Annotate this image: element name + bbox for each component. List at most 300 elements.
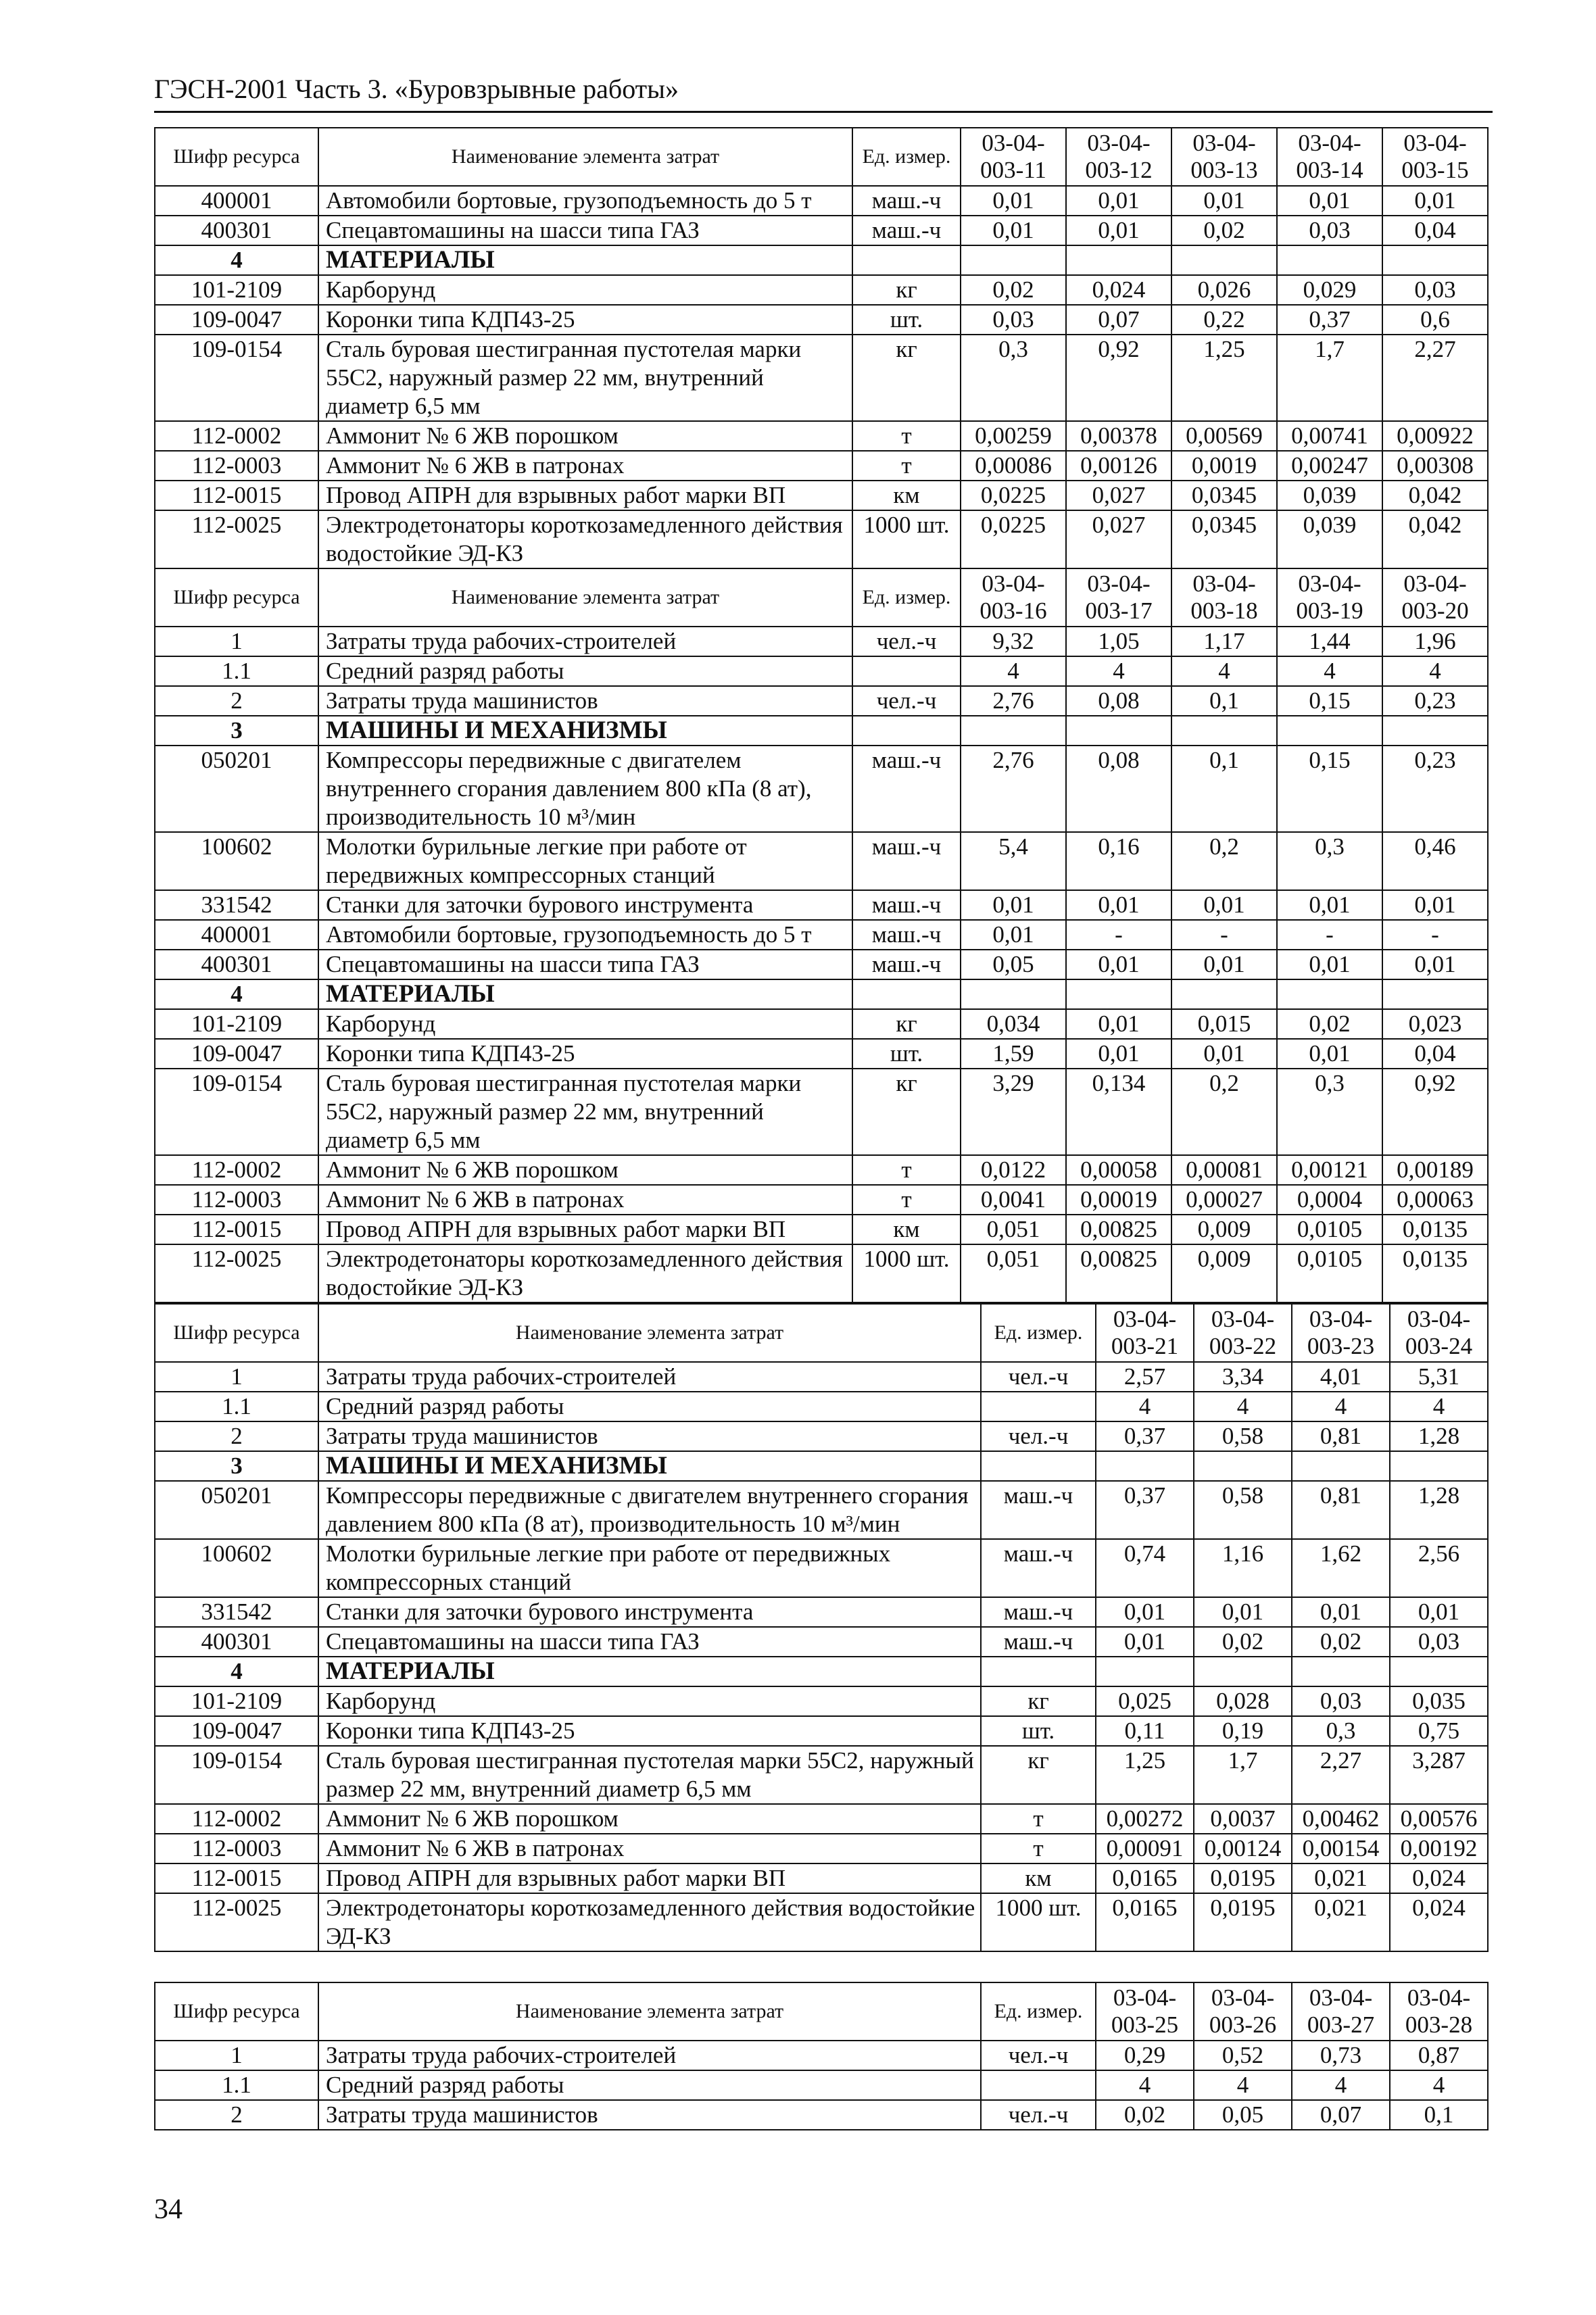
value-cell: 0,00121 — [1277, 1155, 1382, 1185]
value-cell: 4 — [1194, 1392, 1292, 1421]
value-cell — [1096, 1657, 1194, 1686]
table-row — [155, 627, 1488, 656]
value-cell: 0,042 — [1382, 481, 1488, 510]
value-cell: 9,32 — [961, 627, 1066, 656]
resource-code: 4 — [155, 245, 318, 275]
value-cell: 4 — [1194, 2070, 1292, 2100]
value-cell: 0,1 — [1171, 686, 1277, 716]
resource-code: 2 — [155, 1421, 318, 1451]
value-cell: 0,01 — [1066, 216, 1171, 245]
resource-code: 109-0154 — [155, 335, 318, 421]
table-row — [155, 1481, 1488, 1539]
resource-name: Затраты труда рабочих-строителей — [318, 2041, 981, 2070]
value-cell: 4 — [1390, 2070, 1488, 2100]
value-cell: 0,01 — [1066, 1009, 1171, 1039]
value-cell: 1,62 — [1292, 1539, 1390, 1597]
value-cell: 0,00154 — [1292, 1834, 1390, 1863]
resource-name: Аммонит № 6 ЖВ порошком — [318, 421, 852, 451]
table-row — [155, 186, 1488, 216]
resource-code: 101-2109 — [155, 1009, 318, 1039]
table-row — [155, 656, 1488, 686]
resource-code: 400001 — [155, 920, 318, 950]
unit: маш.-ч — [852, 920, 961, 950]
value-cell: 0,02 — [1292, 1627, 1390, 1657]
value-cell: 0,15 — [1277, 746, 1382, 832]
unit: шт. — [981, 1716, 1096, 1746]
resource-code: 400001 — [155, 186, 318, 216]
value-cell: 0,58 — [1194, 1481, 1292, 1539]
value-cell — [961, 245, 1066, 275]
value-cell: - — [1171, 920, 1277, 950]
resource-name: Автомобили бортовые, грузоподъемность до 5 т — [318, 186, 852, 216]
resource-code: 050201 — [155, 746, 318, 832]
resource-name: МАШИНЫ И МЕХАНИЗМЫ — [318, 716, 852, 746]
resource-code: 1 — [155, 627, 318, 656]
resource-name: Средний разряд работы — [318, 1392, 981, 1421]
unit: чел.-ч — [981, 1421, 1096, 1451]
value-cell: 0,04 — [1382, 1039, 1488, 1069]
unit: чел.-ч — [981, 1362, 1096, 1392]
unit — [981, 1392, 1096, 1421]
header-column-code: 03-04-003-12 — [1066, 128, 1171, 186]
value-cell: 0,039 — [1277, 510, 1382, 568]
value-cell: 0,01 — [1171, 1039, 1277, 1069]
table-row — [155, 1421, 1488, 1451]
value-cell: 2,76 — [961, 746, 1066, 832]
resource-name: Затраты труда машинистов — [318, 686, 852, 716]
header-column-code: 03-04-003-23 — [1292, 1304, 1390, 1362]
resource-code: 112-0002 — [155, 1155, 318, 1185]
resource-code: 1 — [155, 1362, 318, 1392]
value-cell — [1382, 979, 1488, 1009]
value-cell — [1066, 979, 1171, 1009]
table-row — [155, 1244, 1488, 1302]
header-column-code: 03-04-003-14 — [1277, 128, 1382, 186]
resource-code: 112-0025 — [155, 1244, 318, 1302]
value-cell: 0,00126 — [1066, 451, 1171, 481]
table-row — [155, 1597, 1488, 1627]
table-row — [155, 481, 1488, 510]
resource-code: 101-2109 — [155, 1686, 318, 1716]
section-row — [155, 979, 1488, 1009]
value-cell: 0,29 — [1096, 2041, 1194, 2070]
value-cell: 0,92 — [1382, 1069, 1488, 1155]
value-cell: 0,52 — [1194, 2041, 1292, 2070]
unit: маш.-ч — [852, 216, 961, 245]
value-cell — [1382, 245, 1488, 275]
value-cell: 0,134 — [1066, 1069, 1171, 1155]
value-cell: 0,00189 — [1382, 1155, 1488, 1185]
resource-code: 112-0003 — [155, 1834, 318, 1863]
resource-name: МАТЕРИАЛЫ — [318, 979, 852, 1009]
resource-code: 4 — [155, 1657, 318, 1686]
resource-name: Спецавтомашины на шасси типа ГАЗ — [318, 950, 852, 979]
resource-name: Сталь буровая шестигранная пустотелая марки 55С2, наружный размер 22 мм, внутренний диаметр 6,5 мм — [318, 1069, 852, 1155]
value-cell: 1,25 — [1096, 1746, 1194, 1804]
value-cell — [1066, 245, 1171, 275]
resource-code: 112-0002 — [155, 1804, 318, 1834]
value-cell: 0,01 — [1171, 890, 1277, 920]
value-cell: 0,01 — [961, 216, 1066, 245]
value-cell: 5,4 — [961, 832, 1066, 890]
value-cell: 0,023 — [1382, 1009, 1488, 1039]
unit: маш.-ч — [981, 1597, 1096, 1627]
value-cell: 4 — [1066, 656, 1171, 686]
value-cell: 0,0345 — [1171, 510, 1277, 568]
table-row — [155, 1009, 1488, 1039]
unit: кг — [852, 335, 961, 421]
value-cell: 0,00308 — [1382, 451, 1488, 481]
resource-code: 2 — [155, 686, 318, 716]
value-cell — [1292, 1451, 1390, 1481]
value-cell: 0,0004 — [1277, 1185, 1382, 1215]
header-row — [155, 128, 1488, 186]
header-code: Шифр ресурса — [155, 1982, 318, 2041]
value-cell: 0,00576 — [1390, 1804, 1488, 1834]
table-row — [155, 1069, 1488, 1155]
value-cell: 0,2 — [1171, 832, 1277, 890]
unit: маш.-ч — [981, 1481, 1096, 1539]
header-unit: Ед. измер. — [981, 1304, 1096, 1362]
page-header-title: ГЭСН-2001 Часть 3. «Буровзрывные работы» — [154, 74, 679, 104]
page-number: 34 — [154, 2194, 183, 2225]
header-column-code: 03-04-003-24 — [1390, 1304, 1488, 1362]
value-cell: 0,00825 — [1066, 1215, 1171, 1244]
value-cell: 2,57 — [1096, 1362, 1194, 1392]
resource-code: 112-0002 — [155, 421, 318, 451]
resource-code: 112-0003 — [155, 451, 318, 481]
section-row — [155, 245, 1488, 275]
unit: т — [981, 1804, 1096, 1834]
unit: шт. — [852, 305, 961, 335]
value-cell: 0,08 — [1066, 686, 1171, 716]
header-column-code: 03-04-003-17 — [1066, 568, 1171, 627]
value-cell: 2,56 — [1390, 1539, 1488, 1597]
value-cell: 4,01 — [1292, 1362, 1390, 1392]
value-cell: 0,0135 — [1382, 1244, 1488, 1302]
resource-code: 112-0015 — [155, 481, 318, 510]
value-cell: 0,01 — [1066, 1039, 1171, 1069]
value-cell: 0,01 — [1096, 1597, 1194, 1627]
value-cell — [1390, 1657, 1488, 1686]
value-cell: 1,7 — [1277, 335, 1382, 421]
value-cell: 0,02 — [961, 275, 1066, 305]
value-cell: 2,27 — [1292, 1746, 1390, 1804]
value-cell: 0,00019 — [1066, 1185, 1171, 1215]
resource-name: Компрессоры передвижные с двигателем внутреннего сгорания давлением 800 кПа (8 ат), производительность 10 м³/мин — [318, 1481, 981, 1539]
value-cell: 0,15 — [1277, 686, 1382, 716]
value-cell: 0,0019 — [1171, 451, 1277, 481]
value-cell: 0,23 — [1382, 746, 1488, 832]
unit: кг — [981, 1746, 1096, 1804]
value-cell: 0,08 — [1066, 746, 1171, 832]
resource-name: Средний разряд работы — [318, 656, 852, 686]
value-cell: 0,00058 — [1066, 1155, 1171, 1185]
resource-name: МАТЕРИАЛЫ — [318, 245, 852, 275]
value-cell: 0,01 — [1382, 890, 1488, 920]
table-row — [155, 335, 1488, 421]
table-row — [155, 216, 1488, 245]
resource-code: 400301 — [155, 950, 318, 979]
unit: т — [981, 1834, 1096, 1863]
resource-code: 109-0047 — [155, 305, 318, 335]
value-cell: 0,01 — [1066, 890, 1171, 920]
resource-code: 109-0154 — [155, 1069, 318, 1155]
resource-code: 1 — [155, 2041, 318, 2070]
header-column-code: 03-04-003-11 — [961, 128, 1066, 186]
unit: маш.-ч — [981, 1539, 1096, 1597]
resource-code: 100602 — [155, 1539, 318, 1597]
value-cell: 0,03 — [1390, 1627, 1488, 1657]
table-row — [155, 1834, 1488, 1863]
value-cell: 0,00569 — [1171, 421, 1277, 451]
header-code: Шифр ресурса — [155, 128, 318, 186]
value-cell: 0,027 — [1066, 481, 1171, 510]
value-cell: 0,3 — [1277, 832, 1382, 890]
value-cell: 0,3 — [1277, 1069, 1382, 1155]
value-cell: 0,00086 — [961, 451, 1066, 481]
value-cell: 0,00091 — [1096, 1834, 1194, 1863]
value-cell: 0,37 — [1277, 305, 1382, 335]
value-cell: 0,0225 — [961, 481, 1066, 510]
value-cell: 0,028 — [1194, 1686, 1292, 1716]
resource-name: Электродетонаторы короткозамедленного действия водостойкие ЭД-КЗ — [318, 510, 852, 568]
value-cell: 0,3 — [1292, 1716, 1390, 1746]
value-cell: 0,00378 — [1066, 421, 1171, 451]
value-cell: 4 — [1096, 1392, 1194, 1421]
resource-table-2 — [154, 568, 1489, 1303]
header-rule — [154, 111, 1493, 113]
value-cell: 0,01 — [1277, 186, 1382, 216]
unit: маш.-ч — [981, 1627, 1096, 1657]
value-cell: 4 — [1096, 2070, 1194, 2100]
value-cell: 0,00825 — [1066, 1244, 1171, 1302]
value-cell: 0,02 — [1277, 1009, 1382, 1039]
header-column-code: 03-04-003-28 — [1390, 1982, 1488, 2041]
value-cell: 0,92 — [1066, 335, 1171, 421]
table-row — [155, 1863, 1488, 1893]
header-unit: Ед. измер. — [852, 568, 961, 627]
value-cell: 0,0195 — [1194, 1893, 1292, 1951]
value-cell: 0,01 — [1382, 186, 1488, 216]
table-row — [155, 2070, 1488, 2100]
resource-code: 400301 — [155, 1627, 318, 1657]
resource-code: 3 — [155, 716, 318, 746]
unit: чел.-ч — [981, 2100, 1096, 2130]
unit — [981, 1657, 1096, 1686]
table-row — [155, 1804, 1488, 1834]
value-cell — [1277, 979, 1382, 1009]
unit: т — [852, 1155, 961, 1185]
resource-name: Аммонит № 6 ЖВ в патронах — [318, 1834, 981, 1863]
unit: маш.-ч — [852, 832, 961, 890]
value-cell: 1,05 — [1066, 627, 1171, 656]
value-cell: 0,1 — [1390, 2100, 1488, 2130]
resource-code: 331542 — [155, 890, 318, 920]
value-cell: 0,0105 — [1277, 1244, 1382, 1302]
resource-name: Затраты труда машинистов — [318, 2100, 981, 2130]
value-cell: - — [1382, 920, 1488, 950]
value-cell: - — [1277, 920, 1382, 950]
value-cell: 0,00027 — [1171, 1185, 1277, 1215]
table-row — [155, 510, 1488, 568]
value-cell: 0,05 — [961, 950, 1066, 979]
resource-code: 112-0025 — [155, 510, 318, 568]
value-cell: 0,00192 — [1390, 1834, 1488, 1863]
header-column-code: 03-04-003-15 — [1382, 128, 1488, 186]
resource-name: Коронки типа КДП43-25 — [318, 1716, 981, 1746]
value-cell: 2,76 — [961, 686, 1066, 716]
table-row — [155, 1686, 1488, 1716]
resource-name: Карборунд — [318, 1009, 852, 1039]
value-cell: 0,0105 — [1277, 1215, 1382, 1244]
unit: маш.-ч — [852, 746, 961, 832]
value-cell: 0,01 — [1277, 890, 1382, 920]
table-row — [155, 920, 1488, 950]
resource-name: Карборунд — [318, 1686, 981, 1716]
table-row — [155, 950, 1488, 979]
resource-name: Станки для заточки бурового инструмента — [318, 890, 852, 920]
value-cell: 0,05 — [1194, 2100, 1292, 2130]
value-cell: 0,025 — [1096, 1686, 1194, 1716]
value-cell — [1096, 1451, 1194, 1481]
header-row — [155, 568, 1488, 627]
value-cell — [1277, 245, 1382, 275]
value-cell: 4 — [1171, 656, 1277, 686]
value-cell: 0,11 — [1096, 1716, 1194, 1746]
value-cell: 0,01 — [961, 920, 1066, 950]
resource-code: 400301 — [155, 216, 318, 245]
value-cell — [1382, 716, 1488, 746]
header-name: Наименование элемента затрат — [318, 568, 852, 627]
resource-code: 1.1 — [155, 656, 318, 686]
value-cell: 0,00081 — [1171, 1155, 1277, 1185]
resource-name: Средний разряд работы — [318, 2070, 981, 2100]
value-cell: 0,026 — [1171, 275, 1277, 305]
resource-name: Компрессоры передвижные с двигателем внутреннего сгорания давлением 800 кПа (8 ат), производительность 10 м³/мин — [318, 746, 852, 832]
value-cell: 1,25 — [1171, 335, 1277, 421]
value-cell: 0,051 — [961, 1244, 1066, 1302]
header-name: Наименование элемента затрат — [318, 128, 852, 186]
unit: маш.-ч — [852, 950, 961, 979]
value-cell: 1,44 — [1277, 627, 1382, 656]
resource-code: 112-0015 — [155, 1863, 318, 1893]
header-column-code: 03-04-003-13 — [1171, 128, 1277, 186]
header-column-code: 03-04-003-25 — [1096, 1982, 1194, 2041]
value-cell — [961, 716, 1066, 746]
value-cell: 0,03 — [1292, 1686, 1390, 1716]
resource-name: Аммонит № 6 ЖВ порошком — [318, 1155, 852, 1185]
unit: т — [852, 1185, 961, 1215]
value-cell: 0,024 — [1390, 1893, 1488, 1951]
header-column-code: 03-04-003-19 — [1277, 568, 1382, 627]
resource-name: Аммонит № 6 ЖВ в патронах — [318, 451, 852, 481]
value-cell: 0,01 — [1171, 950, 1277, 979]
value-cell: 0,01 — [1277, 1039, 1382, 1069]
resource-code: 109-0154 — [155, 1746, 318, 1804]
value-cell: 4 — [1382, 656, 1488, 686]
value-cell: 0,01 — [1066, 950, 1171, 979]
value-cell: 0,009 — [1171, 1244, 1277, 1302]
value-cell: 0,02 — [1171, 216, 1277, 245]
resource-name: МАТЕРИАЛЫ — [318, 1657, 981, 1686]
value-cell: 0,01 — [961, 890, 1066, 920]
resource-name: Провод АПРН для взрывных работ марки ВП — [318, 1215, 852, 1244]
unit: т — [852, 421, 961, 451]
value-cell: 3,29 — [961, 1069, 1066, 1155]
value-cell: 0,37 — [1096, 1481, 1194, 1539]
header-name: Наименование элемента затрат — [318, 1304, 981, 1362]
value-cell — [1171, 979, 1277, 1009]
unit: кг — [981, 1686, 1096, 1716]
resource-code: 101-2109 — [155, 275, 318, 305]
table-row — [155, 1362, 1488, 1392]
header-code: Шифр ресурса — [155, 568, 318, 627]
header-row — [155, 1304, 1488, 1362]
value-cell: 0,00272 — [1096, 1804, 1194, 1834]
table-row — [155, 451, 1488, 481]
unit: маш.-ч — [852, 186, 961, 216]
resource-name: Спецавтомашины на шасси типа ГАЗ — [318, 1627, 981, 1657]
value-cell — [1390, 1451, 1488, 1481]
value-cell: 0,021 — [1292, 1893, 1390, 1951]
value-cell: 0,03 — [1277, 216, 1382, 245]
value-cell: 0,042 — [1382, 510, 1488, 568]
resource-code: 331542 — [155, 1597, 318, 1627]
value-cell: 4 — [1292, 1392, 1390, 1421]
value-cell: 0,035 — [1390, 1686, 1488, 1716]
value-cell: - — [1066, 920, 1171, 950]
resource-code: 050201 — [155, 1481, 318, 1539]
value-cell: 0,73 — [1292, 2041, 1390, 2070]
unit: кг — [852, 275, 961, 305]
resource-code: 1.1 — [155, 1392, 318, 1421]
resource-name: Сталь буровая шестигранная пустотелая марки 55С2, наружный размер 22 мм, внутренний диаметр 6,5 мм — [318, 1746, 981, 1804]
resource-name: Коронки типа КДП43-25 — [318, 1039, 852, 1069]
resource-code: 109-0047 — [155, 1039, 318, 1069]
table-row — [155, 1893, 1488, 1951]
value-cell: 0,58 — [1194, 1421, 1292, 1451]
value-cell: 0,19 — [1194, 1716, 1292, 1746]
value-cell: 0,01 — [1382, 950, 1488, 979]
unit: км — [981, 1863, 1096, 1893]
resource-code: 4 — [155, 979, 318, 1009]
table-row — [155, 1155, 1488, 1185]
unit: чел.-ч — [852, 686, 961, 716]
unit: км — [852, 481, 961, 510]
value-cell: 0,22 — [1171, 305, 1277, 335]
unit: т — [852, 451, 961, 481]
resource-name: МАШИНЫ И МЕХАНИЗМЫ — [318, 1451, 981, 1481]
resource-table-1 — [154, 127, 1489, 569]
value-cell: 0,37 — [1096, 1421, 1194, 1451]
value-cell: 0,015 — [1171, 1009, 1277, 1039]
value-cell: 0,0037 — [1194, 1804, 1292, 1834]
value-cell: 1,28 — [1390, 1481, 1488, 1539]
value-cell: 0,87 — [1390, 2041, 1488, 2070]
table-row — [155, 832, 1488, 890]
table-row — [155, 1716, 1488, 1746]
value-cell: 0,03 — [1382, 275, 1488, 305]
value-cell — [1171, 245, 1277, 275]
table-row — [155, 686, 1488, 716]
section-row — [155, 1657, 1488, 1686]
value-cell: 0,04 — [1382, 216, 1488, 245]
table-row — [155, 1185, 1488, 1215]
value-cell: 0,01 — [1194, 1597, 1292, 1627]
unit: чел.-ч — [981, 2041, 1096, 2070]
value-cell: 2,27 — [1382, 335, 1488, 421]
